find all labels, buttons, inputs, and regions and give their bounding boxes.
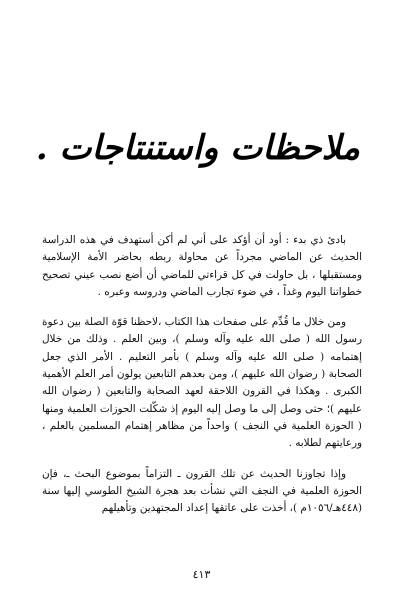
page-number: ٤١٣ xyxy=(192,568,211,581)
paragraph-introduction: بادئ ذي بدء : أود أن أؤكد على أني لم أكن أستهدف في هذه الدراسة الحديث عن الماضي مجرداً عن محاولة ربطه بحاضر الأمة الإسلامية ومستقبلها ، بل حاولت في كل قراءتي للماضي أن أضع نصب عيني تصحيح خطواتنا اليوم وغداً ، في ضوء تجارب الماضي ودروسه وعبره . xyxy=(42,234,362,298)
body-text xyxy=(42,232,362,517)
paragraph-spacer xyxy=(42,453,362,466)
paragraph-spacer xyxy=(42,301,362,314)
paragraph-najaf-seminary: وإذا تجاوزنا الحديث عن تلك القرون ـ التزاماً بموضوع البحث ـ، فإن الحوزة العلمية في النجف التي نشأت بعد هجرة الشيخ الطوسي إليها سنة (٤٤٨هـ/١٠٥٦م )، أخذت على عاتقها إعداد المجتهدين وتأهيلهم xyxy=(42,467,362,515)
paragraph-knowledge: ومن خلال ما قُدِّم على صفحات هذا الكتاب ،لاحظنا قوّة الصلة بين دعوة رسول الله ( صلى الله عليه وآله وسلم )، وبين العلم . وذلك من خلال إهتمامه ( صلى الله عليه وآله وسلم ) بأمر التعليم . الأمر الذي جعل الصحابة ( رضوان الله عليهم )، ومن بعدهم التابعين يولون أمر العلم الأهمية الكبرى . وهكذا في القرون اللاحقة لعهد الصحابة والتابعين ( رضوان الله عليهم )؛ حتى وصل إلى ما وصل إليه اليوم إذ شكّلت الحوزات العلمية ومنها ( الحوزة العلمية في النجف ) واحداً من مظاهر إهتمام المسلمين بالعلم ، ورعايتهم لطلابه . xyxy=(42,316,362,450)
chapter-title: ملاحظات واستنتاجات . xyxy=(35,128,360,168)
